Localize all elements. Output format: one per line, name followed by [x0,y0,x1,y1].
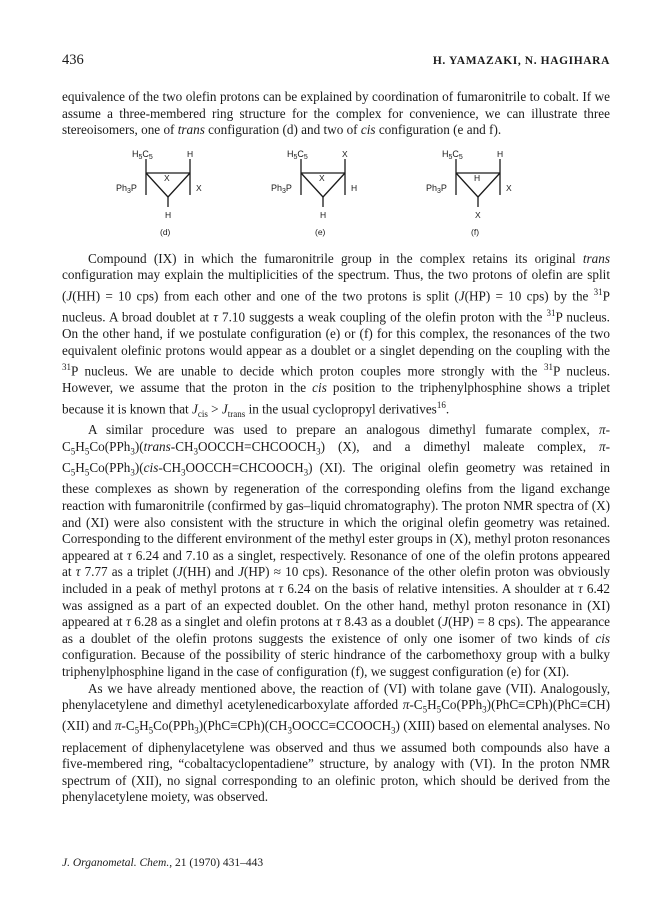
e-left: $Ph_3P$ [271,182,292,195]
e-label: (e) [315,226,326,237]
d-inner: X [164,172,170,183]
structure-f [426,149,512,237]
paragraph-acetylene-products: As we have already mentioned above, the reaction of (VI) with tolane gave (VII). Analogously, phenylacetylene and dimethyl acetylenedicarboxylate afforded $\pi-C_5H_5Co(PPh_3)(PhC\equiv CPh)(PhC\equiv CH)$ (XII) and $\pi-C_5H_5Co(PPh_3)(PhC\equiv CPh)(CH_3OOCC\equiv CCOOCH_3)$ (XIII) based on elemental analyses. No replacement of diphenylacetylene was observed and thus we assumed both compounds also have a five-membered ring, “cobaltacyclopentadiene” structure, by analogy with (VI). In the proton NMR spectrum of (XII), no signal corresponding to an olefinic proton, which should be derived from the phenylacetylene moiety, was observed. [62,680,610,805]
stereoisomer-figure [62,147,610,245]
journal-citation: J. Organometal. Chem., 21 (1970) 431–443 [62,857,264,869]
structure-d [116,149,202,237]
d-left: $Ph_3P$ [116,182,137,195]
d-top-right: H [187,148,194,159]
paragraph-fumarate-maleate: A similar procedure was used to prepare an analogous dimethyl fumarate complex, $\pi-C_5H_5Co(PPh_3)(trans-CH_3OOCCH=CHCOOCH_3)$ (X), and a dimethyl maleate complex, $\pi-C_5H_5Co(PPh_3)(cis-CH_3OOCCH=CHCOOCH_3)$ (XI). The original olefin geometry was retained in these complexes as shown by regeneration of the corresponding olefins from the ligand exchange reaction with fumaronitrile (confirmed by gas–liquid chromatography). The proton NMR spectra of (X) and (XI) were also consistent with the structure in which the original olefin geometry was retained. Corresponding to the different environment of the methyl ester groups in (X), methyl proton resonances appeared at τ 6.24 and 7.10 as a singlet, respectively. Resonance of one of the olefin protons appeared at τ 7.77 as a triplet (J(HH) and J(HP) ≈ 10 cps). Resonance of the other olefin proton was obviously included in a peak of methyl protons at τ 6.24 on the basis of relative intensities. A shoulder at τ 6.42 was assigned as a part of an expected doublet. On the other hand, methyl proton resonance in (XI) appeared at τ 6.28 as a singlet and olefin protons at τ 8.43 as a doublet (J(HP) = 8 cps). The appearance as a doublet of the olefin protons suggests the existence of only one isomer of two kinds of cis configuration. Because of the possibility of steric hindrance of the carbomethoxy group with a bulky triphenylphosphine ligand in the case of configuration (f), we suggest configuration (e) for (XI). [62,422,611,679]
e-right: H [351,182,358,193]
page [62,52,610,806]
f-label: (f) [471,226,480,237]
f-left: $Ph_3P$ [426,182,447,195]
stereoisomer-structures [62,147,610,245]
e-top-right: X [342,148,348,159]
e-inner: X [319,172,325,183]
f-top-left: $H_5C_5$ [442,148,463,161]
d-right: X [196,182,202,193]
f-right: X [506,182,512,193]
page-number: 436 [62,52,84,68]
d-label: (d) [160,226,171,237]
running-head-authors: H. YAMAZAKI, N. HAGIHARA [432,55,610,67]
f-bottom: X [475,209,481,220]
f-inner: H [474,172,481,183]
d-top-left: $H_5C_5$ [132,148,153,161]
f-top-right: H [497,148,504,159]
running-header [62,52,610,69]
e-top-left: $H_5C_5$ [287,148,308,161]
e-bottom: H [320,209,327,220]
intro-paragraph: equivalence of the two olefin protons can be explained by coordination of fumaronitrile to cobalt. If we assume a three-membered ring structure for the complex for convenience, we can illustrate three stereoisomers, one of trans configuration (d) and two of cis configuration (e and f). [62,89,610,138]
structure-e [271,149,357,237]
paragraph-compound-ix: Compound (IX) in which the fumaronitrile group in the complex retains its original trans configuration may explain the multiplicities of the spectrum. Thus, the two protons of olefin are split (J(HH) = 10 cps) from each other and one of the two protons is split (J(HP) = 10 cps) by the $^{31}$P nucleus. A broad doublet at τ 7.10 suggests a weak coupling of the olefin proton with the $^{31}$P nucleus. On the other hand, if we postulate configuration (e) or (f) for this complex, the resonances of the two equivalent olefinic protons would appear as a doublet or a singlet depending on the coupling with the $^{31}$P nucleus. We are unable to decide which proton couples more strongly with the $^{31}$P nucleus. However, we assume that the proton in the cis position to the triphenylphosphine shows a triplet because it is known that $J_{cis} > J_{trans}$ in the usual cyclopropyl derivatives$^{16}$. [62,250,610,419]
d-bottom: H [165,209,172,220]
